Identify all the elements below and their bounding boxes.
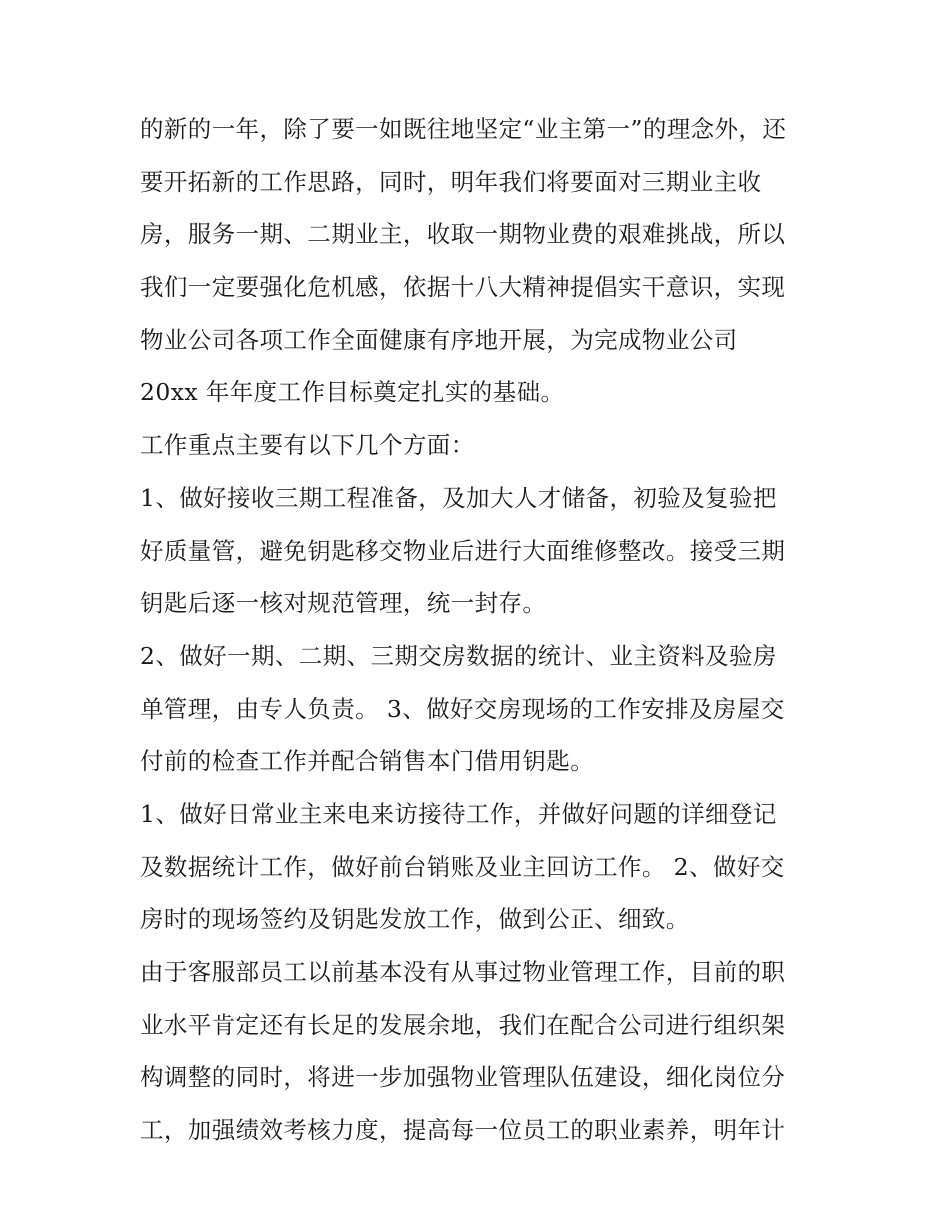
text-line: 工，加强绩效考核力度，提高每一位员工的职业素养，明年计	[140, 1116, 786, 1145]
text-line: 物业公司各项工作全面健康有序地开展，为完成物业公司	[140, 325, 738, 354]
text-line: 及数据统计工作，做好前台销账及业主回访工作。 2、做好交	[140, 852, 785, 881]
text-line: 2、做好一期、二期、三期交房数据的统计、业主资料及验房	[140, 641, 777, 670]
text-line: 房，服务一期、二期业主，收取一期物业费的艰难挑战，所以	[140, 220, 786, 249]
text-line: 20xx 年年度工作目标奠定扎实的基础。	[140, 378, 565, 407]
text-line: 1、做好接收三期工程准备，及加大人才储备，初验及复验把	[140, 483, 777, 512]
text-line: 构调整的同时，将进一步加强物业管理队伍建设，细化岗位分	[140, 1063, 786, 1092]
document-body	[140, 103, 820, 1157]
text-line: 的新的一年，除了要一如既往地坚定“业主第一”的理念外，还	[140, 115, 787, 143]
text-line: 由于客服部员工以前基本没有从事过物业管理工作，目前的职	[140, 958, 786, 986]
section-heading: 工作重点主要有以下几个方面：	[140, 431, 475, 460]
text-line: 好质量管，避免钥匙移交物业后进行大面维修整改。接受三期	[140, 536, 786, 565]
text-line: 1、做好日常业主来电来访接待工作，并做好问题的详细登记	[140, 799, 777, 828]
text-line: 我们一定要强化危机感，依据十八大精神提倡实干意识，实现	[140, 273, 786, 302]
text-line: 单管理，由专人负责。 3、做好交房现场的工作安排及房屋交	[140, 694, 785, 723]
text-line: 房时的现场签约及钥匙发放工作，做到公正、细致。	[140, 905, 690, 934]
text-line: 钥匙后逐一核对规范管理，统一封存。	[140, 589, 547, 618]
text-line: 要开拓新的工作思路，同时，明年我们将要面对三期业主收	[140, 167, 762, 196]
text-line: 付前的检查工作并配合销售本门借用钥匙。	[140, 747, 595, 776]
text-line: 业水平肯定还有长足的发展余地，我们在配合公司进行组织架	[140, 1010, 786, 1039]
